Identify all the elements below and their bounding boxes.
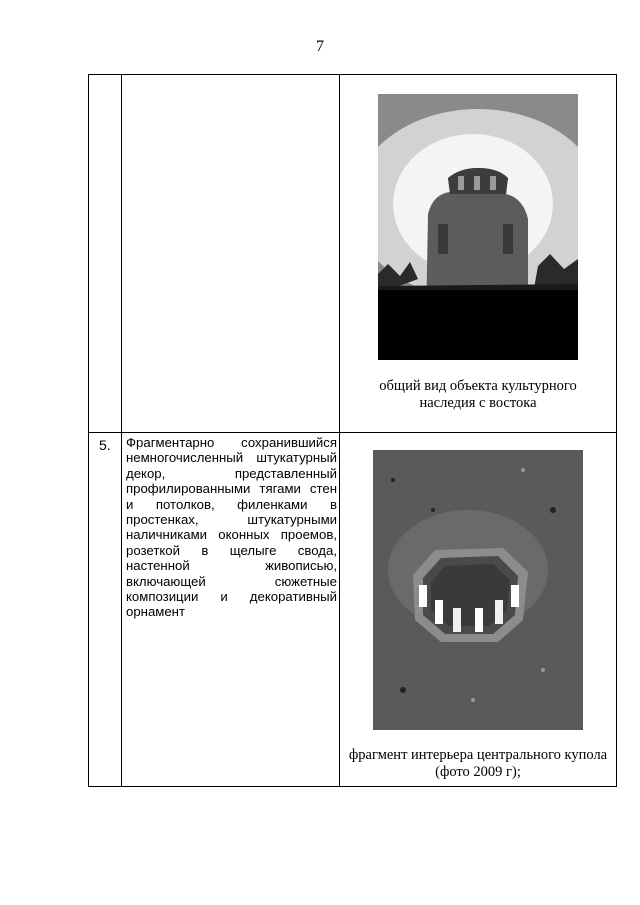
caption-line: фрагмент интерьера центрального купола	[348, 747, 608, 763]
caption-line: общий вид объекта культурного	[379, 378, 577, 394]
row-number: 5.	[89, 433, 122, 787]
caption-line: наследия с востока	[419, 395, 537, 411]
photo-cell	[340, 433, 617, 787]
church-exterior-photo	[378, 94, 578, 360]
table-row	[89, 433, 617, 787]
row-number	[89, 75, 122, 433]
table-row	[89, 75, 617, 433]
heritage-table	[88, 74, 617, 787]
row-description	[122, 75, 340, 433]
photo-caption	[340, 747, 616, 781]
caption-line: (фото 2009 г);	[435, 764, 521, 780]
photo-cell	[340, 75, 617, 433]
dome-interior-photo	[373, 450, 583, 730]
photo-caption	[340, 378, 616, 412]
page-number: 7	[316, 38, 324, 55]
row-description: Фрагментарно сохранившийся немногочисленный штукатурный декор, представленный профилированными тягами стен и потолков, филенками в простенках, штукатурными наличниками оконных проемов, розеткой в щелыге свода, настенной живописью, включающей сюжетные композиции и декоративный орнамент	[122, 433, 340, 787]
